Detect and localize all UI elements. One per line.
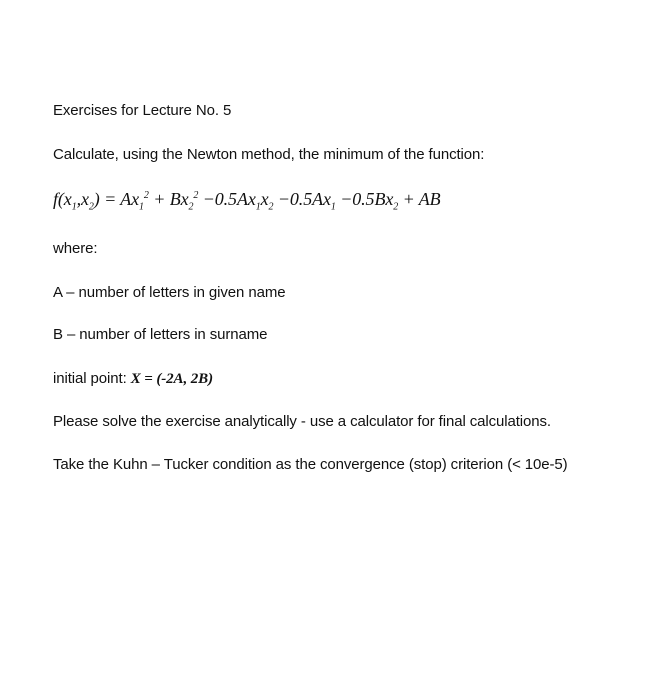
exercise-title: Exercises for Lecture No. 5 bbox=[53, 102, 232, 119]
initial-point bbox=[53, 369, 213, 389]
formula-term2-sub: 2 bbox=[188, 201, 194, 213]
definition-b: B – number of letters in surname bbox=[53, 326, 268, 343]
formula-lhs-mid: ,x bbox=[76, 189, 89, 209]
formula-lhs-sub2: 2 bbox=[88, 201, 94, 213]
formula-op5: + bbox=[398, 189, 419, 209]
objective-function-formula bbox=[53, 187, 441, 211]
formula-term1-sup: 2 bbox=[143, 190, 149, 201]
formula-lhs: f(x bbox=[53, 189, 72, 209]
initial-point-label: initial point: bbox=[53, 370, 131, 387]
formula-term5-sub: 2 bbox=[393, 201, 399, 213]
note-criterion: Take the Kuhn – Tucker condition as the convergence (stop) criterion (< 10e-5) bbox=[53, 456, 568, 473]
formula-op4: −0.5 bbox=[335, 189, 375, 209]
formula-term3-sub1: 1 bbox=[255, 201, 261, 213]
formula-op3: −0.5 bbox=[273, 189, 313, 209]
formula-lhs-sub1: 1 bbox=[71, 201, 77, 213]
formula-term3-sub2: 2 bbox=[268, 201, 274, 213]
formula-term5: Bx bbox=[374, 189, 394, 209]
where-label: where: bbox=[53, 240, 98, 257]
formula-term2-sup: 2 bbox=[193, 190, 199, 201]
instruction-text: Calculate, using the Newton method, the minimum of the function: bbox=[53, 146, 485, 163]
formula-term1-sub: 1 bbox=[139, 201, 144, 213]
note-analytic: Please solve the exercise analytically - use a calculator for final calculations. bbox=[53, 413, 551, 430]
initial-point-value: X = (-2A, 2B) bbox=[130, 371, 213, 387]
formula-term3b: x bbox=[260, 189, 269, 209]
formula-term3a: Ax bbox=[236, 189, 256, 209]
formula-term4-sub: 1 bbox=[330, 201, 336, 213]
formula-term4: Ax bbox=[312, 189, 331, 209]
formula-op1: + bbox=[148, 189, 170, 209]
formula-term1: Ax bbox=[120, 189, 140, 209]
formula-term6: AB bbox=[418, 189, 441, 209]
formula-op2: −0.5 bbox=[198, 189, 237, 209]
definition-a: A – number of letters in given name bbox=[53, 284, 286, 301]
formula-lhs-end: ) = bbox=[93, 189, 121, 209]
formula-term2: Bx bbox=[169, 189, 189, 209]
